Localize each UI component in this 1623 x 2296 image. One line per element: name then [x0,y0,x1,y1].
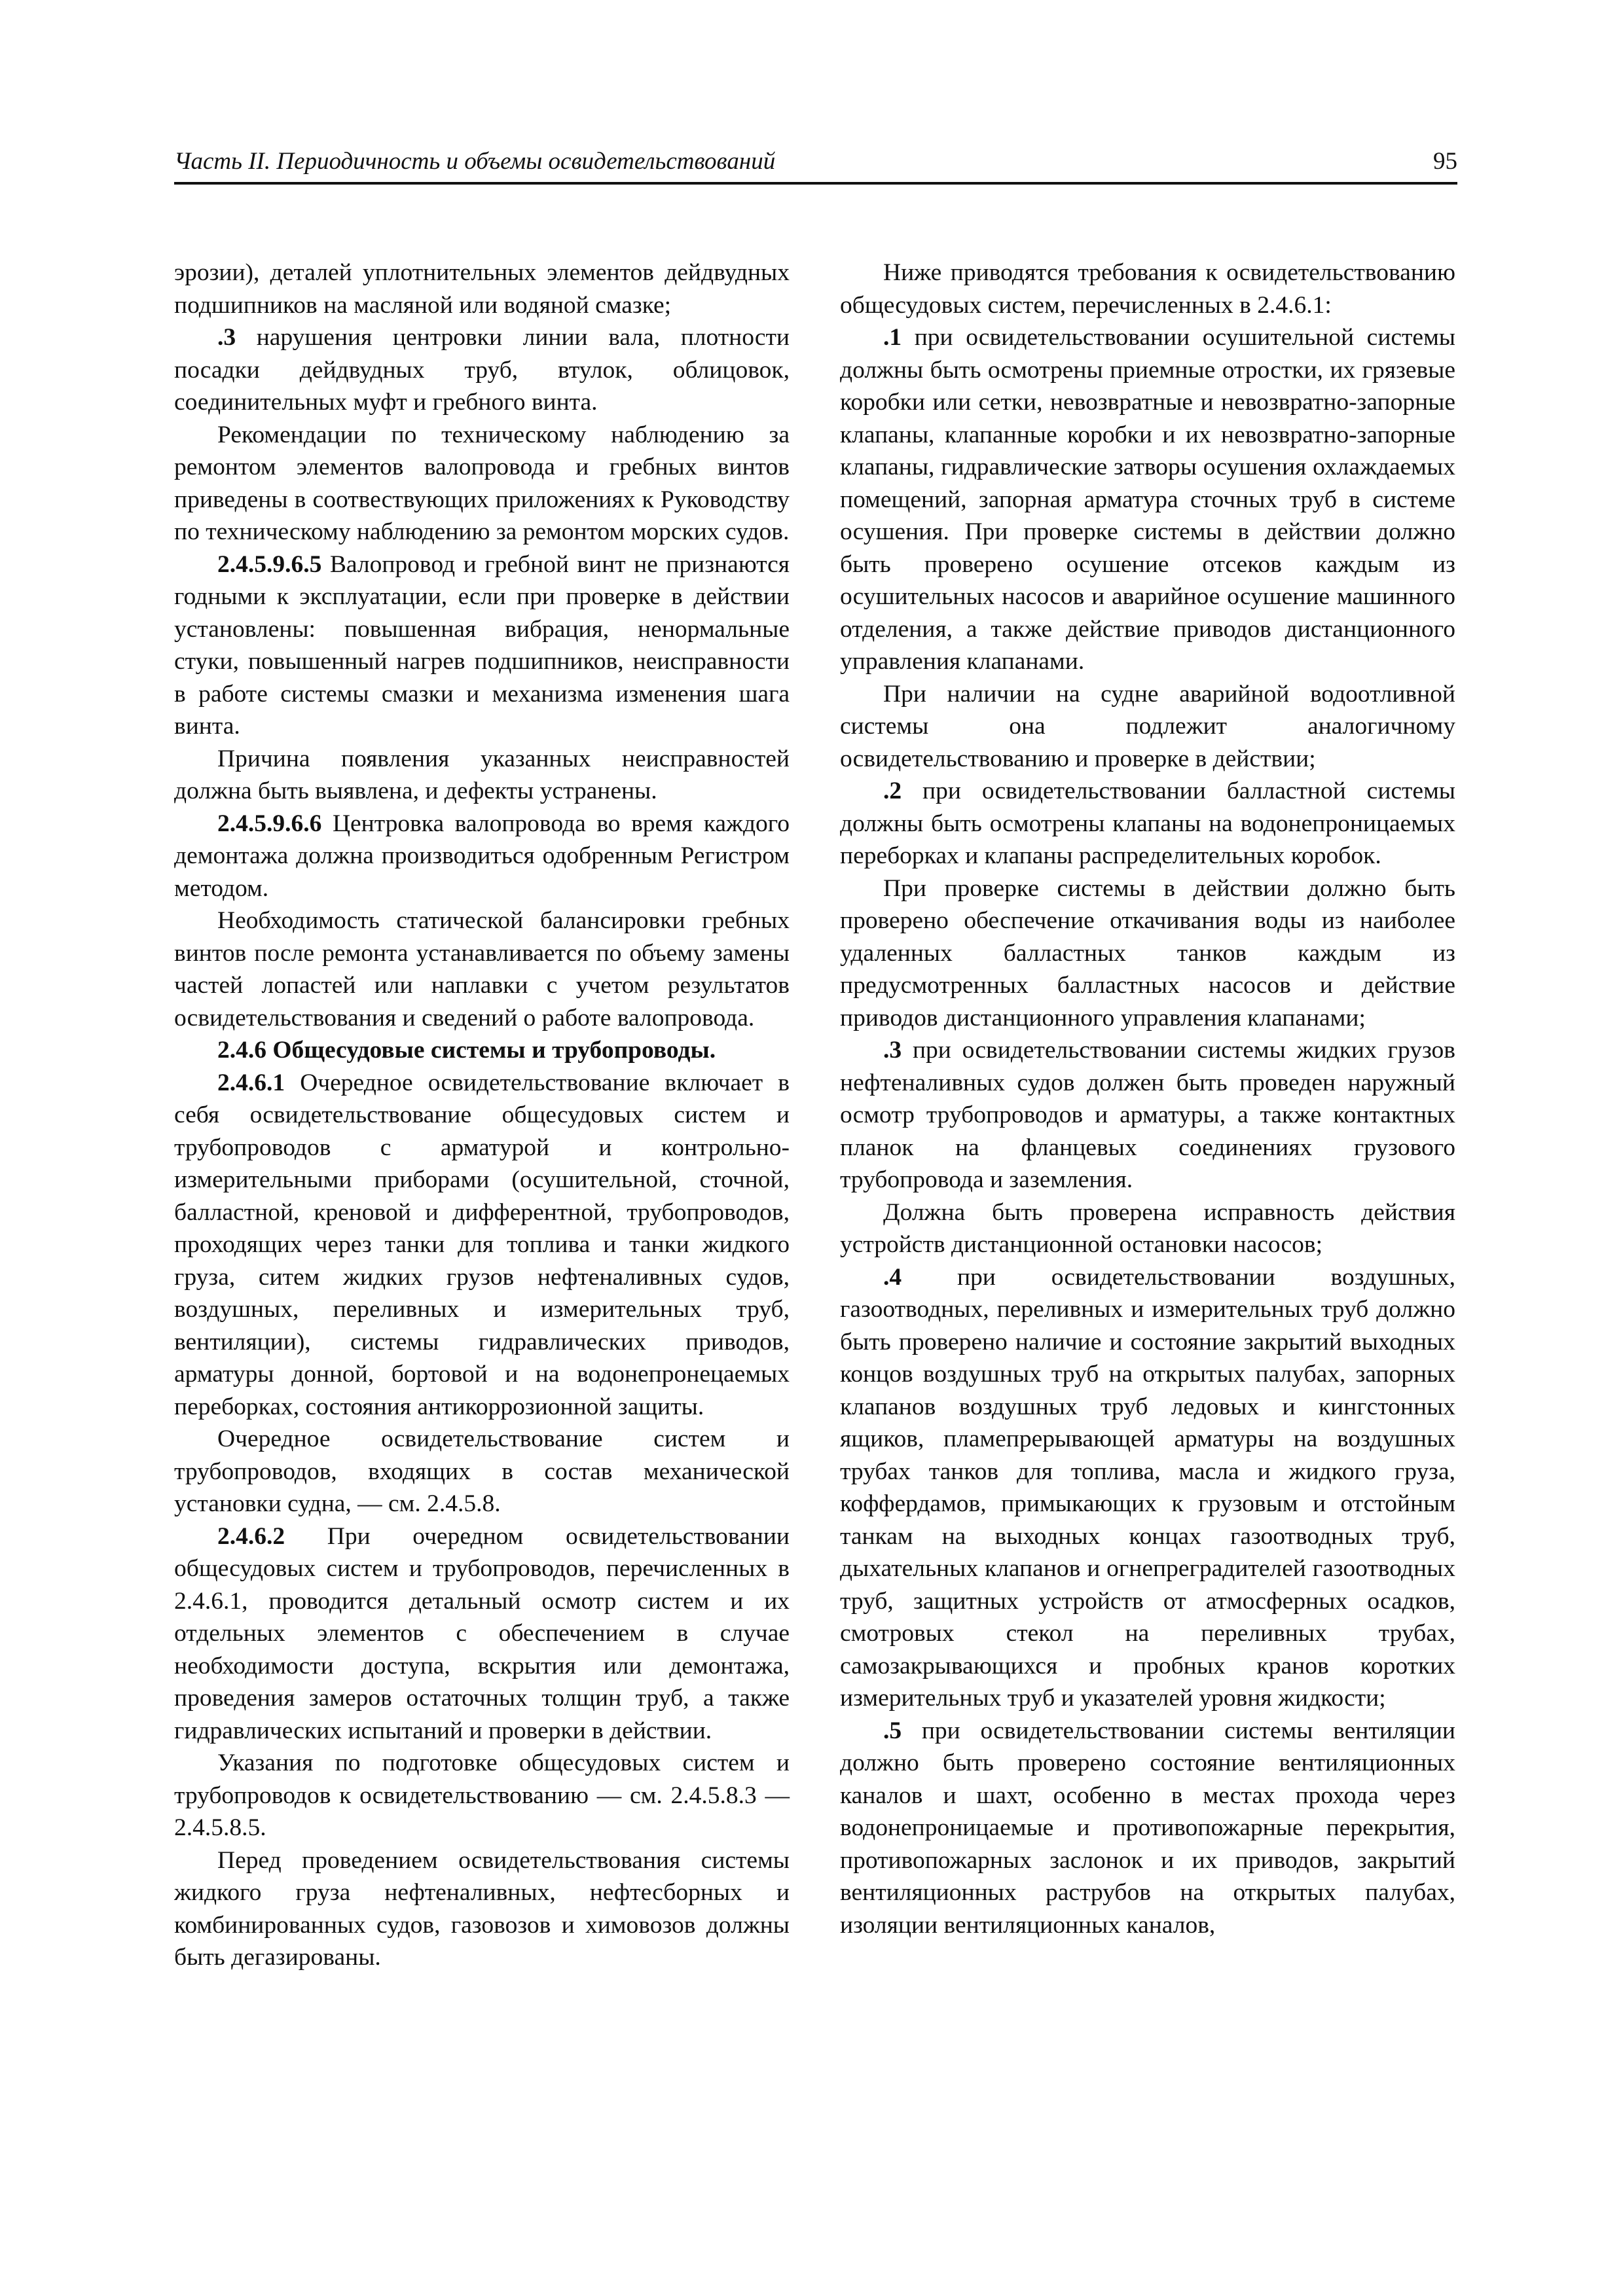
paragraph-text: при освидетельствовании системы жидких грузов нефтеналивных судов должен быть проведен наружный осмотр трубопроводов и арматуры, а также контактных планок на фланцевых соединениях грузового трубопровода и заземления. [840,1037,1455,1193]
paragraph [840,872,1455,1035]
paragraph-text: Центровка валопровода во время каждого демонтажа должна производиться одобренным Регистром методом. [174,810,790,902]
paragraph [174,1844,790,1974]
paragraph [174,743,790,808]
paragraph-text: Перед проведением освидетельствования системы жидкого груза нефтеналивных, нефтесборных и комбинированных судов, газовозов и химовозов должны быть дегазированы. [174,1846,790,1971]
paragraph-text: Очередное освидетельствование систем и трубопроводов, входящих в состав механической установки судна, — см. 2.4.5.8. [174,1426,790,1517]
clause-number: 2.4.5.9.6.5 [217,550,322,578]
paragraph [840,678,1455,776]
paragraph [174,1067,790,1424]
paragraph-text: Очередное освидетельствование включает в себя освидетельствование общесудовых систем и трубопроводов с арматурой и контрольно-измерительными приборами (осушительной, сточной, балластной, креновой и дифферентной, трубопроводов, проходящих через танки для топлива и танки жидкого груза, ситем жидких грузов нефтеналивных судов, воздушных, переливных и измерительных труб, вентиляции), системы гидравлических приводов, арматуры донной, бортовой и на водонепронецаемых переборках, состояния антикоррозионной защиты. [174,1069,790,1420]
paragraph-text: Рекомендации по техническому наблюдению за ремонтом элементов валопровода и гребных винтов приведены в соотвествующих приложениях к Руководству по техническому наблюдению за ремонтом морских судов. [174,421,790,545]
paragraph-text: Необходимость статической балансировки гребных винтов после ремонта устанавливается по объему замены частей лопастей или наплавки с учетом результатов освидетельствования и сведений о работе валопровода. [174,907,790,1031]
paragraph-text: При очередном освидетельствовании общесудовых систем и трубопроводов, перечисленных в 2.4.6.1, проводится детальный осмотр систем и их отдельных элементов с обеспечением в случае необходимости доступа, вскрытия или демонтажа, проведения замеров остаточных толщин труб, а также гидравлических испытаний и проверки в действии. [174,1522,790,1744]
item-number: .1 [883,324,902,351]
paragraph [840,321,1455,678]
paragraph-text: нарушения центровки линии вала, плотности посадки дейдвудных труб, втулок, облицовок, соединительных муфт и гребного винта. [174,324,790,416]
paragraph-text: при освидетельствовании балластной системы должны быть осмотрены клапаны на водонепроницаемых переборках и клапаны распределительных коробок. [840,778,1455,869]
paragraph [840,257,1455,321]
paragraph-text: При проверке системы в действии должно быть проверено обеспечение откачивания воды из наиболее удаленных балластных танков каждым из предусмотренных балластных насосов и действие приводов дистанционного управления клапанами; [840,874,1455,1031]
paragraph [174,1423,790,1520]
right-column [840,257,1455,1941]
paragraph-text: Причина появления указанных неисправностей должна быть выявлена, и дефекты устранены. [174,745,790,804]
section-heading [174,1034,790,1067]
paragraph [840,1034,1455,1196]
item-number: .2 [883,778,902,804]
paragraph [174,1747,790,1844]
clause-number: 2.4.5.9.6.6 [217,810,322,837]
item-number: .3 [883,1037,902,1064]
paragraph-text: Ниже приводятся требования к освидетельствованию общесудовых систем, перечисленных в 2.4.6.1: [840,259,1455,319]
item-number: .4 [883,1263,902,1291]
page-header [174,145,1457,185]
item-number: .3 [217,324,236,351]
item-number: .5 [883,1717,902,1744]
paragraph [174,257,790,321]
paragraph [174,808,790,905]
clause-number: 2.4.6.2 [217,1522,285,1550]
left-column [174,257,790,1974]
paragraph-text: при освидетельствовании воздушных, газоотводных, переливных и измерительных труб должно быть проверено наличие и состояние закрытий выходных концов воздушных труб на открытых палубах, запорных клапанов воздушных труб ледовых и кингстонных ящиков, пламепрерывающей арматуры на воздушных трубах танков для топлива, масла и жидкого груза, коффердамов, примыкающих к грузовым и отстойным танкам на выходных концах газоотводных труб, дыхательных клапанов и огнепреградителей газоотводных труб, защитных устройств от атмосферных осадков, смотровых стекол на переливных трубах, самозакрывающихся и пробных кранов коротких измерительных труб и указателей уровня жидкости; [840,1263,1455,1712]
paragraph [840,775,1455,872]
paragraph [174,905,790,1034]
clause-number: 2.4.6.1 [217,1069,285,1096]
paragraph [840,1196,1455,1261]
paragraph-text: Указания по подготовке общесудовых систем и трубопроводов к освидетельствованию — см. 2.4.5.8.3 — 2.4.5.8.5. [174,1749,790,1841]
paragraph-text: Валопровод и гребной винт не признаются годными к эксплуатации, если при проверке в действии установлены: повышенная вибрация, ненормальные стуки, повышенный нагрев подшипников, неисправности в работе системы смазки и механизма изменения шага винта. [174,550,790,740]
paragraph-text: При наличии на судне аварийной водоотливной системы она подлежит аналогичному освидетельствованию и проверке в действии; [840,680,1455,772]
paragraph [174,321,790,419]
page-number: 95 [1433,148,1457,175]
paragraph [840,1261,1455,1715]
paragraph-text: при освидетельствовании системы вентиляции должно быть проверено состояние вентиляционных каналов и шахт, особенно в местах прохода через водонепроницаемые и противопожарные перекрытия, противопожарных заслонок и их приводов, закрытий вентиляционных раструбов на открытых палубах, изоляции вентиляционных каналов, [840,1717,1455,1939]
paragraph [174,548,790,743]
paragraph-text: эрозии), деталей уплотнительных элементов дейдвудных подшипников на масляной или водяной смазке; [174,259,790,319]
paragraph-text: при освидетельствовании осушительной системы должны быть осмотрены приемные отростки, их грязевые коробки или сетки, невозвратные и невозвратно-запорные клапаны, клапанные коробки и их невозвратно-запорные клапаны, гидравлические затворы осушения охлаждаемых помещений, запорная арматура сточных труб в системе осушения. При проверке системы в действии должно быть проверено осушение отсеков каждым из осушительных насосов и аварийное осушение машинного отделения, а также действие приводов дистанционного управления клапанами. [840,324,1455,675]
running-title: Часть II. Периодичность и объемы освидетельствований [174,148,776,175]
paragraph [840,1715,1455,1942]
paragraph-text: Должна быть проверена исправность действия устройств дистанционной остановки насосов; [840,1198,1455,1258]
paragraph [174,1520,790,1748]
paragraph [174,419,790,548]
section-heading-text: 2.4.6 Общесудовые системы и трубопроводы. [217,1037,716,1064]
